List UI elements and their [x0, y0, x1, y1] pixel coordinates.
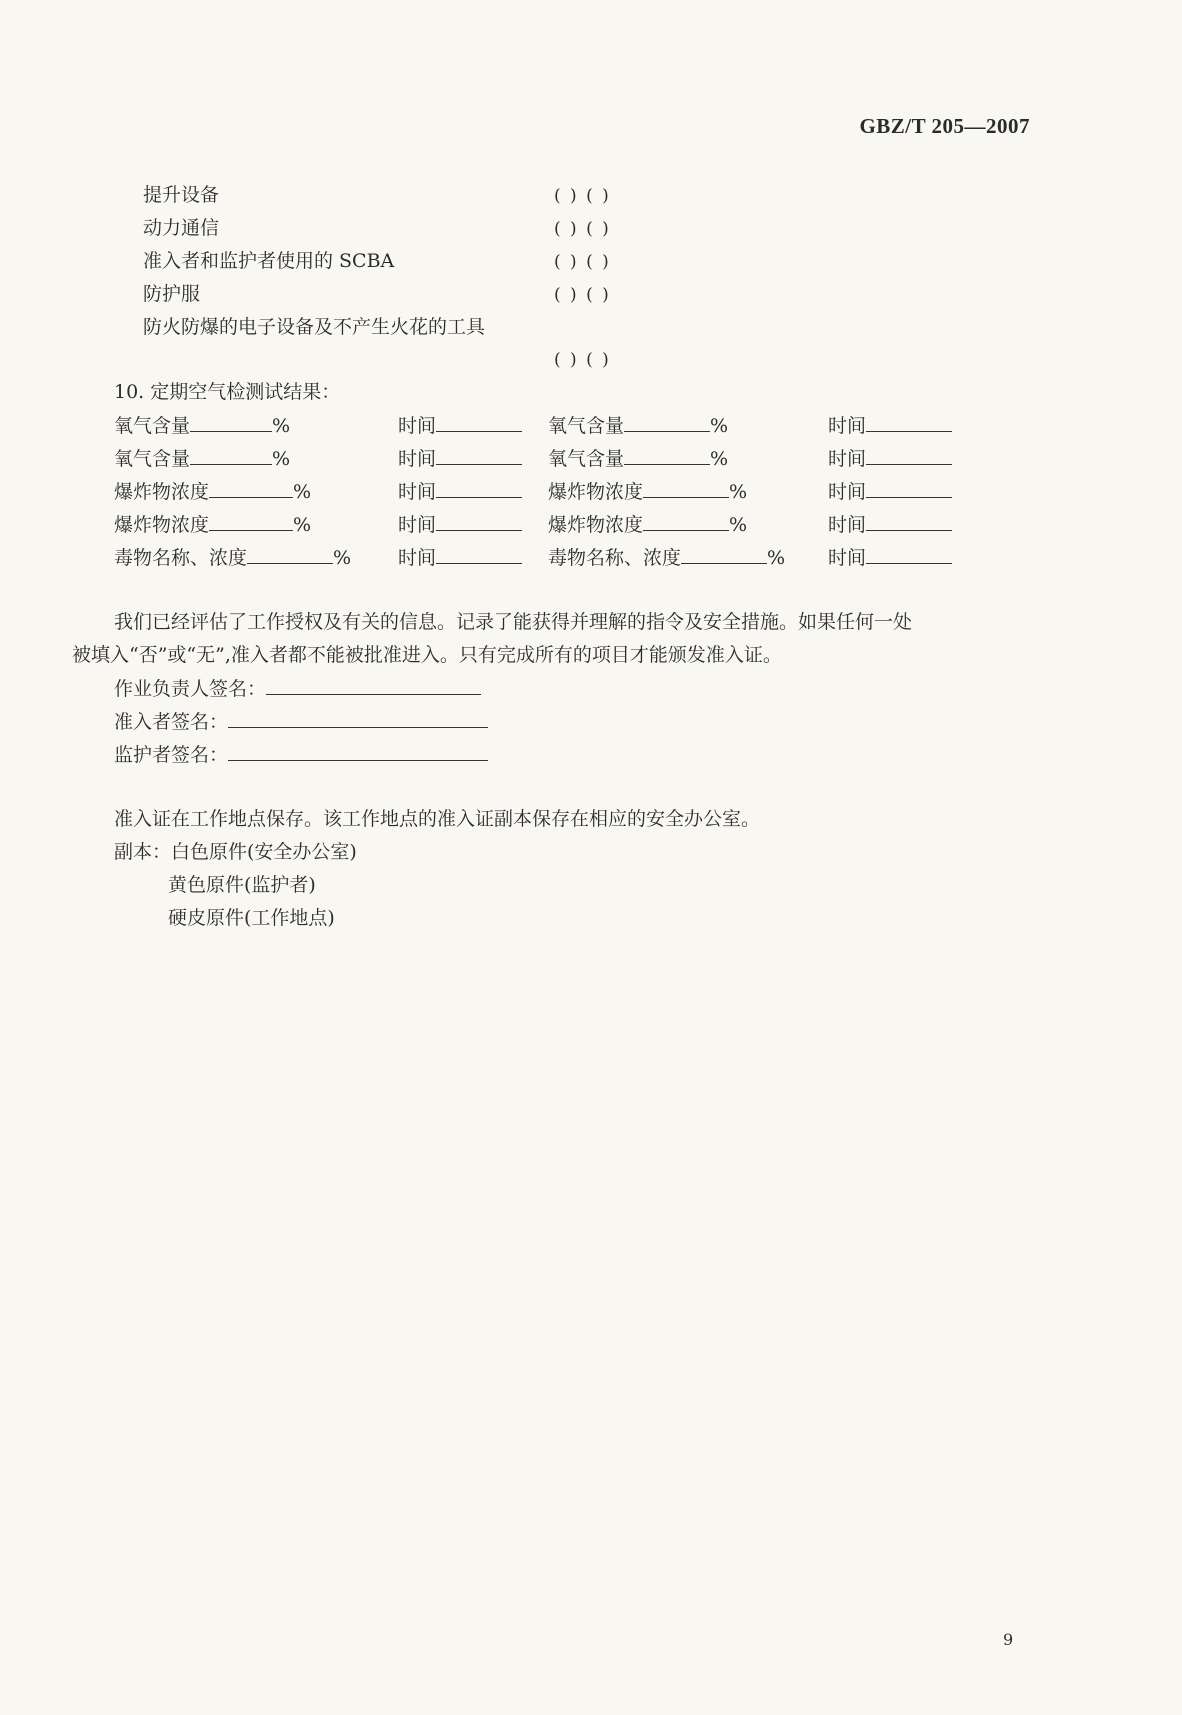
air-test-item: 氧气含量 %: [548, 448, 729, 470]
air-test-item: 氧气含量 %: [114, 415, 291, 437]
page-number: 9: [1003, 1630, 1014, 1649]
copies-label: 副本：白色原件(安全办公室): [114, 841, 357, 863]
air-test-time: 时间: [828, 545, 952, 570]
equipment-item-label: 防火防爆的电子设备及不产生火花的工具: [143, 316, 486, 338]
attendant-signature-field: 监护者签名：: [114, 742, 488, 767]
air-test-item: 爆炸物浓度 %: [114, 514, 312, 536]
equipment-item-label: 防护服: [143, 283, 201, 305]
air-test-item: 爆炸物浓度 %: [114, 481, 312, 503]
statement-line: 我们已经评估了工作授权及有关的信息。记录了能获得并理解的指令及安全措施。如果任何一处: [114, 611, 913, 633]
standard-code: GBZ/T 205—2007: [859, 114, 1030, 138]
air-test-time: 时间: [828, 413, 952, 438]
air-test-time: 时间: [828, 512, 952, 537]
air-test-time: 时间: [398, 446, 522, 471]
air-test-item: 爆炸物浓度 %: [548, 481, 748, 503]
entrant-signature-field: 准入者签名：: [114, 709, 488, 734]
supervisor-signature-field: 作业负责人签名：: [114, 676, 481, 701]
equipment-item-marks: ( ) ( ): [554, 350, 611, 370]
air-test-item: 毒物名称、浓度 %: [114, 547, 352, 569]
air-test-time: 时间: [398, 545, 522, 570]
air-test-item: 毒物名称、浓度 %: [548, 547, 786, 569]
equipment-item-marks: ( ) ( ): [554, 285, 611, 305]
air-test-item: 氧气含量 %: [548, 415, 729, 437]
equipment-item-marks: ( ) ( ): [554, 252, 611, 272]
air-test-time: 时间: [398, 512, 522, 537]
copy-item: 黄色原件(监护者): [168, 874, 316, 896]
equipment-item-marks: ( ) ( ): [554, 219, 611, 239]
air-test-time: 时间: [398, 413, 522, 438]
equipment-item-label: 准入者和监护者使用的 SCBA: [143, 250, 395, 272]
equipment-item-marks: ( ) ( ): [554, 186, 611, 206]
air-test-item: 氧气含量 %: [114, 448, 291, 470]
statement-line: 被填入“否”或“无”,准入者都不能被批准进入。只有完成所有的项目才能颁发准入证。: [72, 644, 782, 666]
equipment-item-label: 提升设备: [143, 184, 220, 206]
air-test-item: 爆炸物浓度 %: [548, 514, 748, 536]
air-test-time: 时间: [398, 479, 522, 504]
storage-note: 准入证在工作地点保存。该工作地点的准入证副本保存在相应的安全办公室。: [114, 808, 761, 830]
air-test-heading: 10. 定期空气检测试结果：: [114, 381, 341, 403]
copy-item: 硬皮原件(工作地点): [168, 907, 335, 929]
air-test-time: 时间: [828, 446, 952, 471]
air-test-time: 时间: [828, 479, 952, 504]
equipment-item-label: 动力通信: [143, 217, 220, 239]
